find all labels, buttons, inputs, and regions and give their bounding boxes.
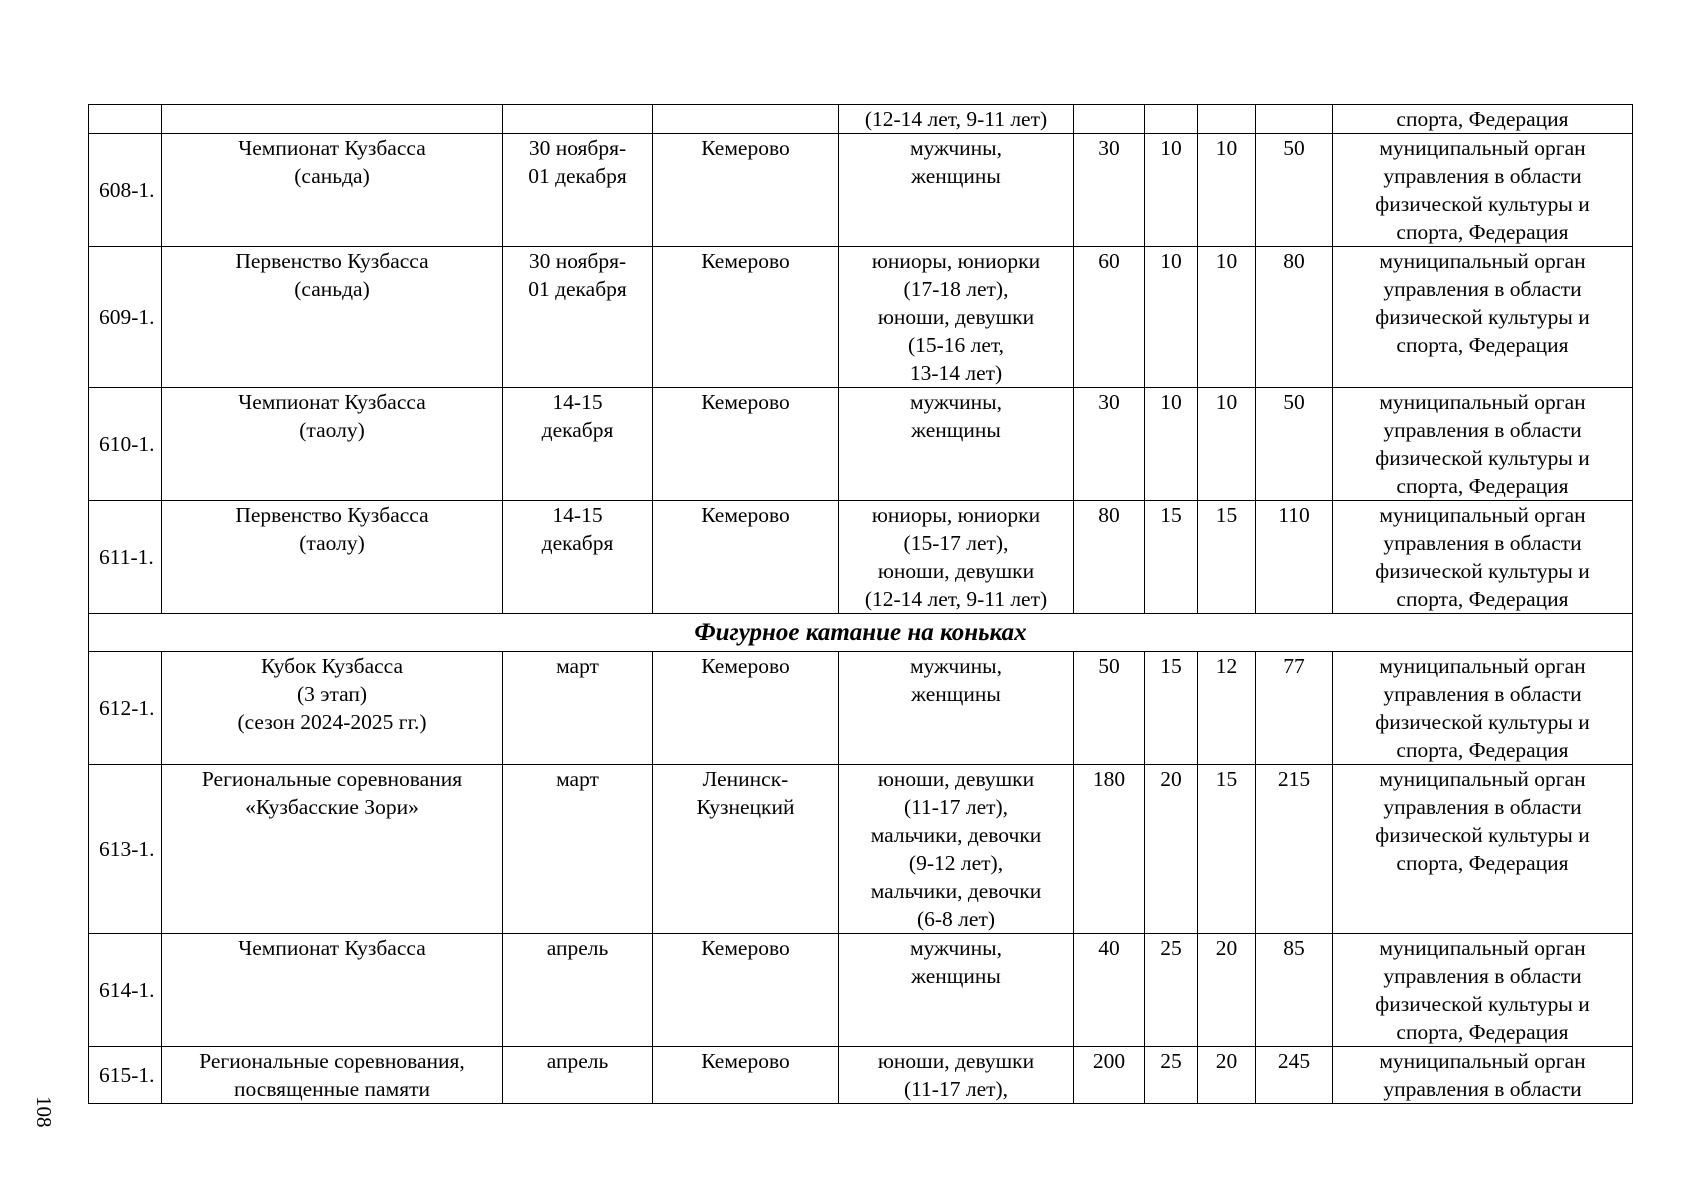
event-place-cell: Кемерово xyxy=(653,134,839,247)
count-coaches-cell: 15 xyxy=(1145,501,1198,614)
count-total-cell xyxy=(1256,105,1333,134)
row-number-cell: 612-1. xyxy=(89,652,162,765)
count-coaches-cell: 10 xyxy=(1145,388,1198,501)
event-name-cell: Первенство Кузбасса (саньда) xyxy=(162,247,503,388)
event-date-cell: апрель xyxy=(503,1047,653,1104)
row-number-cell: 615-1. xyxy=(89,1047,162,1104)
count-coaches-cell: 20 xyxy=(1145,765,1198,934)
event-name-cell: Чемпионат Кузбасса (таолу) xyxy=(162,388,503,501)
event-date-cell: 30 ноября- 01 декабря xyxy=(503,247,653,388)
participants-cell: мужчины, женщины xyxy=(839,652,1074,765)
count-total-cell: 110 xyxy=(1256,501,1333,614)
count-athletes-cell: 40 xyxy=(1074,934,1145,1047)
table-row xyxy=(89,934,1633,1047)
row-number-cell xyxy=(89,105,162,134)
table-row xyxy=(89,652,1633,765)
events-table-body xyxy=(89,105,1633,1104)
row-number-cell: 608-1. xyxy=(89,134,162,247)
section-row xyxy=(89,614,1633,652)
event-date-cell xyxy=(503,105,653,134)
participants-cell: (12-14 лет, 9-11 лет) xyxy=(839,105,1074,134)
organizer-cell: муниципальный орган управления в области xyxy=(1333,1047,1633,1104)
event-date-cell: март xyxy=(503,652,653,765)
count-athletes-cell: 30 xyxy=(1074,134,1145,247)
organizer-cell: муниципальный орган управления в области физической культуры и спорта, Федерация xyxy=(1333,652,1633,765)
table-row xyxy=(89,765,1633,934)
row-number-cell: 609-1. xyxy=(89,247,162,388)
event-name-cell: Чемпионат Кузбасса xyxy=(162,934,503,1047)
count-coaches-cell: 10 xyxy=(1145,134,1198,247)
participants-cell: мужчины, женщины xyxy=(839,134,1074,247)
participants-cell: мужчины, женщины xyxy=(839,934,1074,1047)
participants-cell: юноши, девушки (11-17 лет), мальчики, девочки (9-12 лет), мальчики, девочки (6-8 лет) xyxy=(839,765,1074,934)
event-place-cell: Кемерово xyxy=(653,934,839,1047)
count-judges-cell: 10 xyxy=(1198,134,1256,247)
count-athletes-cell: 50 xyxy=(1074,652,1145,765)
event-name-cell: Чемпионат Кузбасса (саньда) xyxy=(162,134,503,247)
event-name-cell: Кубок Кузбасса (3 этап) (сезон 2024-2025 гг.) xyxy=(162,652,503,765)
table-row xyxy=(89,247,1633,388)
participants-cell: юниоры, юниорки (15-17 лет), юноши, девушки (12-14 лет, 9-11 лет) xyxy=(839,501,1074,614)
event-place-cell: Кемерово xyxy=(653,652,839,765)
organizer-cell: спорта, Федерация xyxy=(1333,105,1633,134)
count-judges-cell: 15 xyxy=(1198,765,1256,934)
count-athletes-cell: 30 xyxy=(1074,388,1145,501)
organizer-cell: муниципальный орган управления в области физической культуры и спорта, Федерация xyxy=(1333,501,1633,614)
count-coaches-cell: 15 xyxy=(1145,652,1198,765)
count-total-cell: 80 xyxy=(1256,247,1333,388)
count-judges-cell: 20 xyxy=(1198,934,1256,1047)
count-coaches-cell: 25 xyxy=(1145,934,1198,1047)
table-row xyxy=(89,134,1633,247)
participants-cell: юноши, девушки (11-17 лет), xyxy=(839,1047,1074,1104)
organizer-cell: муниципальный орган управления в области физической культуры и спорта, Федерация xyxy=(1333,247,1633,388)
count-athletes-cell: 200 xyxy=(1074,1047,1145,1104)
count-athletes-cell: 180 xyxy=(1074,765,1145,934)
event-name-cell: Региональные соревнования «Кузбасские Зори» xyxy=(162,765,503,934)
table-row xyxy=(89,501,1633,614)
count-coaches-cell xyxy=(1145,105,1198,134)
row-number-cell: 611-1. xyxy=(89,501,162,614)
count-coaches-cell: 25 xyxy=(1145,1047,1198,1104)
count-athletes-cell: 80 xyxy=(1074,501,1145,614)
count-total-cell: 50 xyxy=(1256,388,1333,501)
count-coaches-cell: 10 xyxy=(1145,247,1198,388)
event-place-cell: Кемерово xyxy=(653,247,839,388)
event-place-cell xyxy=(653,105,839,134)
event-date-cell: март xyxy=(503,765,653,934)
organizer-cell: муниципальный орган управления в области физической культуры и спорта, Федерация xyxy=(1333,934,1633,1047)
organizer-cell: муниципальный орган управления в области физической культуры и спорта, Федерация xyxy=(1333,134,1633,247)
event-place-cell: Ленинск- Кузнецкий xyxy=(653,765,839,934)
event-place-cell: Кемерово xyxy=(653,1047,839,1104)
count-total-cell: 215 xyxy=(1256,765,1333,934)
participants-cell: мужчины, женщины xyxy=(839,388,1074,501)
row-number-cell: 614-1. xyxy=(89,934,162,1047)
count-judges-cell xyxy=(1198,105,1256,134)
page-number: 108 xyxy=(32,1096,56,1128)
count-athletes-cell: 60 xyxy=(1074,247,1145,388)
organizer-cell: муниципальный орган управления в области физической культуры и спорта, Федерация xyxy=(1333,765,1633,934)
table-row xyxy=(89,1047,1633,1104)
count-athletes-cell xyxy=(1074,105,1145,134)
events-table xyxy=(88,104,1633,1104)
count-judges-cell: 12 xyxy=(1198,652,1256,765)
event-place-cell: Кемерово xyxy=(653,388,839,501)
count-total-cell: 50 xyxy=(1256,134,1333,247)
event-date-cell: 30 ноября- 01 декабря xyxy=(503,134,653,247)
event-name-cell xyxy=(162,105,503,134)
event-date-cell: апрель xyxy=(503,934,653,1047)
count-judges-cell: 20 xyxy=(1198,1047,1256,1104)
row-number-cell: 610-1. xyxy=(89,388,162,501)
participants-cell: юниоры, юниорки (17-18 лет), юноши, девушки (15-16 лет, 13-14 лет) xyxy=(839,247,1074,388)
count-judges-cell: 10 xyxy=(1198,247,1256,388)
table-row xyxy=(89,388,1633,501)
table-row xyxy=(89,105,1633,134)
event-date-cell: 14-15 декабря xyxy=(503,388,653,501)
count-total-cell: 77 xyxy=(1256,652,1333,765)
count-judges-cell: 15 xyxy=(1198,501,1256,614)
section-heading: Фигурное катание на коньках xyxy=(89,614,1633,652)
event-place-cell: Кемерово xyxy=(653,501,839,614)
event-name-cell: Региональные соревнования, посвященные памяти xyxy=(162,1047,503,1104)
organizer-cell: муниципальный орган управления в области физической культуры и спорта, Федерация xyxy=(1333,388,1633,501)
row-number-cell: 613-1. xyxy=(89,765,162,934)
event-date-cell: 14-15 декабря xyxy=(503,501,653,614)
event-name-cell: Первенство Кузбасса (таолу) xyxy=(162,501,503,614)
count-judges-cell: 10 xyxy=(1198,388,1256,501)
count-total-cell: 245 xyxy=(1256,1047,1333,1104)
count-total-cell: 85 xyxy=(1256,934,1333,1047)
